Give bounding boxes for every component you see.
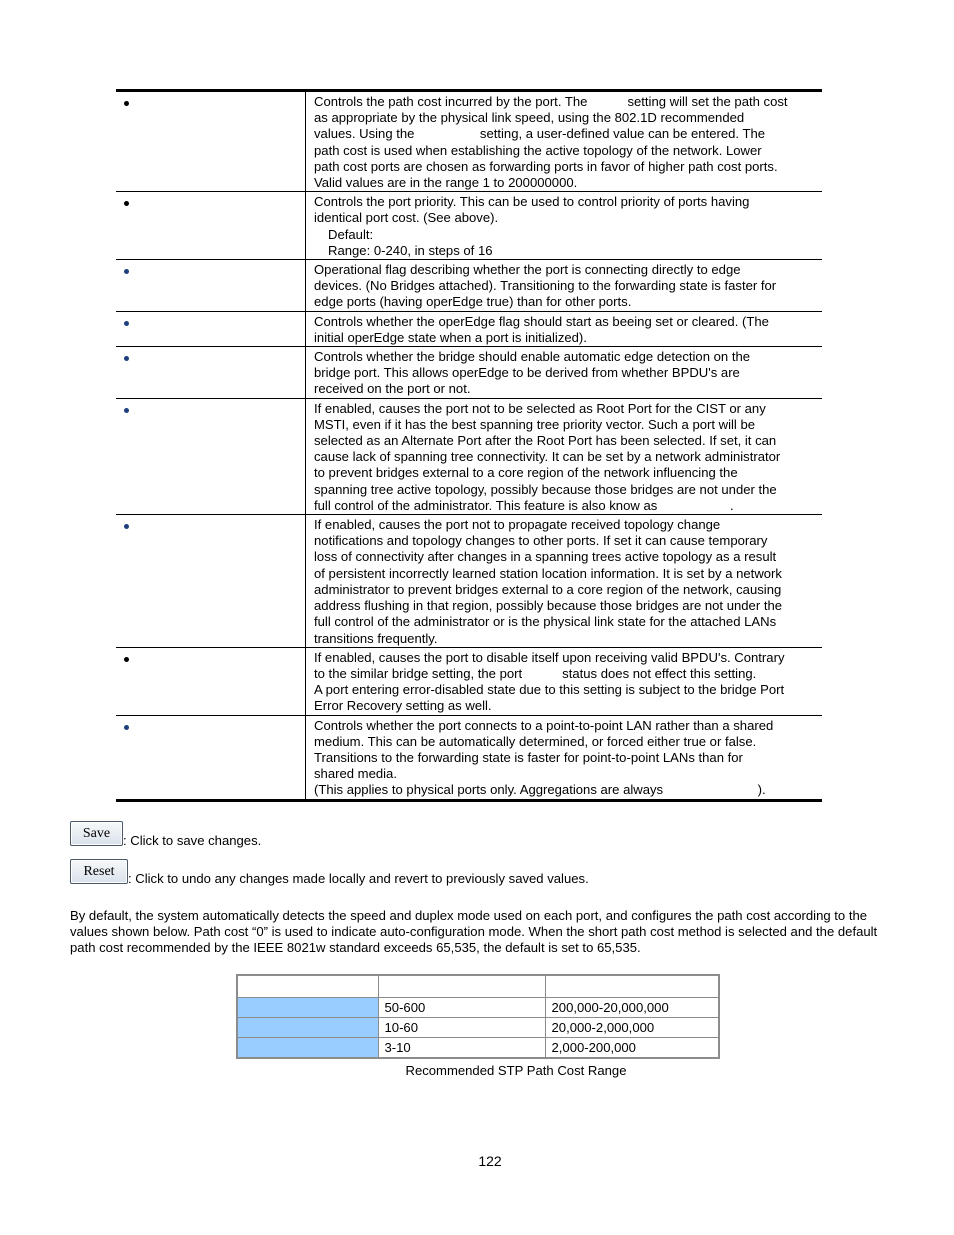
parameter-row bbox=[116, 347, 822, 399]
parameter-name-cell bbox=[116, 311, 306, 346]
description-line: If enabled, causes the port to disable itself upon receiving valid BPDU's. Contrary bbox=[314, 649, 785, 665]
path-cost-range-table bbox=[236, 974, 720, 1059]
description-line: path cost is used when establishing the active topology of the network. Lower bbox=[314, 142, 762, 158]
description-line: to the similar bridge setting, the port status does not effect this setting. bbox=[314, 665, 757, 681]
description-line: MSTI, even if it has the best spanning tree priority vector. Such a port will be bbox=[314, 416, 756, 432]
bullet-icon bbox=[124, 408, 129, 413]
description-line: selected as an Alternate Port after the Root Port has been selected. If set, it can bbox=[314, 433, 777, 449]
description-line: Range: 0-240, in steps of 16 bbox=[328, 242, 493, 258]
cost-table-header-cell bbox=[545, 975, 719, 998]
page-number: 122 bbox=[478, 1153, 502, 1169]
parameter-description-cell bbox=[306, 192, 823, 260]
description-line: If enabled, causes the port not to be selected as Root Port for the CIST or any bbox=[314, 400, 766, 416]
description-line: address flushing in that region, possibly because those bridges are not under the bbox=[314, 598, 783, 614]
description-line: Controls whether the port connects to a point-to-point LAN rather than a shared bbox=[314, 717, 774, 733]
description-line: Controls the port priority. This can be used to control priority of ports having bbox=[314, 194, 750, 210]
description-line: cause lack of spanning tree connectivity. It can be set by a network administrator bbox=[314, 449, 781, 465]
description-line: devices. (No Bridges attached). Transitioning to the forwarding state is faster for bbox=[314, 278, 777, 294]
parameter-description-cell bbox=[306, 715, 823, 800]
parameter-row bbox=[116, 192, 822, 260]
description-line: full control of the administrator. This feature is also know as . bbox=[314, 497, 734, 513]
description-line: values. Using the setting, a user-defined value can be entered. The bbox=[314, 126, 766, 142]
bullet-icon bbox=[124, 356, 129, 361]
description-line: Valid values are in the range 1 to 200000000. bbox=[314, 175, 578, 191]
parameter-name-cell bbox=[116, 398, 306, 514]
parameter-name-cell bbox=[116, 647, 306, 715]
description-line: to prevent bridges external to a core region of the network influencing the bbox=[314, 465, 738, 481]
parameter-description-cell bbox=[306, 398, 823, 514]
parameter-row bbox=[116, 647, 822, 715]
bullet-icon bbox=[124, 269, 129, 274]
parameter-row bbox=[116, 260, 822, 312]
parameter-row bbox=[116, 91, 822, 192]
description-line: spanning tree active topology, possibly because those bridges are not under the bbox=[314, 481, 777, 497]
save-button[interactable]: Save bbox=[70, 821, 123, 846]
parameter-description-cell bbox=[306, 647, 823, 715]
description-line: full control of the administrator or is the physical link state for the attached LANs bbox=[314, 614, 777, 630]
description-line: bridge port. This allows operEdge to be derived from whether BPDU's are bbox=[314, 365, 740, 381]
cost-table-header-cell bbox=[237, 975, 378, 998]
link-speed-cell bbox=[237, 998, 378, 1018]
description-line: transitions frequently. bbox=[314, 630, 438, 646]
recommended-cost-cell: 200,000-20,000,000 bbox=[545, 998, 719, 1018]
parameter-name-cell bbox=[116, 260, 306, 312]
description-line: edge ports (having operEdge true) than for other ports. bbox=[314, 294, 632, 310]
parameter-name-cell bbox=[116, 715, 306, 800]
description-line: Operational flag describing whether the port is connecting directly to edge bbox=[314, 262, 741, 278]
description-line: Controls whether the bridge should enable automatic edge detection on the bbox=[314, 349, 751, 365]
parameter-name-cell bbox=[116, 515, 306, 648]
cost-table-header-row bbox=[237, 975, 719, 998]
parameter-description-cell bbox=[306, 260, 823, 312]
parameter-name-cell bbox=[116, 192, 306, 260]
recommended-cost-cell: 20,000-2,000,000 bbox=[545, 1018, 719, 1038]
bullet-icon bbox=[124, 101, 129, 106]
parameter-row bbox=[116, 398, 822, 514]
cost-table-row bbox=[237, 1018, 719, 1038]
path-cost-intro-paragraph: By default, the system automatically detects the speed and duplex mode used on each port, and configures the path cost according to the values shown below. Path cost “0” is used to indicate auto-configuration mode. When the short path cost method is selected and the default path cost recommended by the IEEE 8021w standard exceeds 65,535, the default is set to 65,535. bbox=[70, 908, 878, 955]
description-line: (This applies to physical ports only. Aggregations are always ). bbox=[314, 782, 766, 798]
description-line: received on the port or not. bbox=[314, 381, 471, 397]
recommended-range-cell: 3-10 bbox=[378, 1038, 545, 1059]
cost-table-header-cell bbox=[378, 975, 545, 998]
reset-description-row bbox=[70, 859, 589, 886]
parameter-row bbox=[116, 515, 822, 648]
parameter-row bbox=[116, 715, 822, 800]
save-description-row bbox=[70, 821, 261, 848]
description-line: If enabled, causes the port not to propagate received topology change bbox=[314, 517, 721, 533]
recommended-range-cell: 50-600 bbox=[378, 998, 545, 1018]
description-line: of persistent incorrectly learned station location information. It is set by a network bbox=[314, 565, 782, 581]
description-line: Transitions to the forwarding state is faster for point-to-point LANs than for bbox=[314, 749, 743, 765]
reset-button[interactable]: Reset bbox=[70, 859, 128, 884]
description-line: medium. This can be automatically determined, or forced either true or false. bbox=[314, 733, 757, 749]
description-line: as appropriate by the physical link speed, using the 802.1D recommended bbox=[314, 110, 745, 126]
parameter-name-cell bbox=[116, 91, 306, 192]
bullet-icon bbox=[124, 657, 129, 662]
description-line: Controls the path cost incurred by the port. The setting will set the path cost bbox=[314, 94, 788, 109]
description-line: path cost ports are chosen as forwarding ports in favor of higher path cost ports. bbox=[314, 158, 778, 174]
bullet-icon bbox=[124, 321, 129, 326]
bullet-icon bbox=[124, 524, 129, 529]
parameter-description-cell bbox=[306, 347, 823, 399]
bullet-icon bbox=[124, 201, 129, 206]
description-line: Default: bbox=[328, 226, 374, 242]
table-caption: Recommended STP Path Cost Range bbox=[405, 1063, 627, 1078]
description-line: Error Recovery setting as well. bbox=[314, 698, 492, 714]
description-line: A port entering error-disabled state due to this setting is subject to the bridge Port bbox=[314, 682, 785, 698]
link-speed-cell bbox=[237, 1018, 378, 1038]
bullet-icon bbox=[124, 725, 129, 730]
port-parameter-table bbox=[116, 89, 822, 802]
description-line: identical port cost. (See above). bbox=[314, 210, 499, 226]
parameter-row bbox=[116, 311, 822, 346]
recommended-cost-cell: 2,000-200,000 bbox=[545, 1038, 719, 1059]
cost-table-row bbox=[237, 998, 719, 1018]
save-description: : Click to save changes. bbox=[123, 833, 262, 848]
parameter-description-cell bbox=[306, 515, 823, 648]
cost-table-row bbox=[237, 1038, 719, 1059]
description-line: shared media. bbox=[314, 766, 397, 782]
recommended-range-cell: 10-60 bbox=[378, 1018, 545, 1038]
description-line: administrator to prevent bridges external to a core region of the network, causing bbox=[314, 581, 782, 597]
parameter-description-cell bbox=[306, 91, 823, 192]
description-line: Controls whether the operEdge flag should start as beeing set or cleared. (The bbox=[314, 313, 769, 329]
description-line: loss of connectivity after changes in a spanning trees active topology as a result bbox=[314, 549, 777, 565]
parameter-name-cell bbox=[116, 347, 306, 399]
description-line: initial operEdge state when a port is initialized). bbox=[314, 329, 587, 345]
parameter-description-cell bbox=[306, 311, 823, 346]
reset-description: : Click to undo any changes made locally and revert to previously saved values. bbox=[128, 871, 589, 886]
link-speed-cell bbox=[237, 1038, 378, 1059]
description-line: notifications and topology changes to other ports. If set it can cause temporary bbox=[314, 533, 768, 549]
